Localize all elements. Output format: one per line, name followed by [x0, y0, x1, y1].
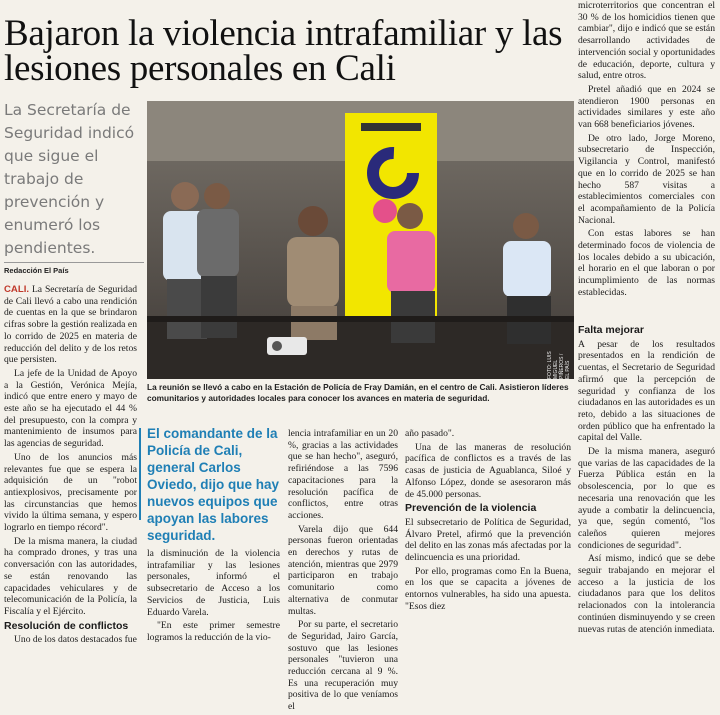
paragraph: "En este primer semestre logramos la reducción de la vio-	[147, 620, 280, 643]
pull-quote-bar	[139, 428, 141, 520]
byline: Redacción El País	[4, 262, 144, 275]
event-photo	[147, 101, 574, 379]
paragraph: Pretel añadió que en 2024 se atendieron 1900 personas en actividades similares y este año van 668 beneficiarios jóvenes.	[578, 83, 715, 131]
paragraph: A pesar de los resultados presentados en la rendición de cuentas, el Secretario de Seguridad afirmó que la percepción de seguridad y confianza de los ciudadanos en las autoridades es un reto, debido a las situaciones de orden público que ha enfrentado la capital del Valle.	[578, 338, 715, 444]
photo-caption: La reunión se llevó a cabo en la Estación de Policía de Fray Damián, en el centro de Cali. Asistieron líderes comunitarios y autoridades locales para conocer los avances en materia de seguridad.	[147, 382, 569, 403]
article-column-4-bottom	[405, 428, 571, 615]
paragraph: año pasado".	[405, 428, 455, 439]
paragraph: De la misma manera, aseguró que varias de las capacidades de la Fuerza Pública están en la obsolescencia, por lo que es necesaria una renovación que les ayude a combatir la delincuencia, ya que, según comentó, "los caleños quieren mejores condiciones de seguridad".	[578, 446, 715, 551]
paragraph: Uno de los datos destacados fue	[14, 634, 137, 646]
photo-illustration	[147, 101, 574, 379]
pull-quote: El comandante de la Policía de Cali, general Carlos Oviedo, dijo que hay nuevos equipos que apoyan las labores seguridad.	[147, 426, 280, 543]
paragraph: lencia intrafamiliar en un 20 %, gracias a las actividades que se han hecho", aseguró, refiriéndose a las 7596 capacitaciones para la resolución pacífica de conflictos, entre otras acciones.	[288, 428, 398, 521]
article-column-5	[578, 322, 715, 637]
subheading: Prevención de la violencia	[405, 502, 537, 515]
paragraph: Una de las maneras de resolución pacífica de conflictos es a través de las casas de justicia de Aguablanca, Siloé y Alfonso López, donde se asesoraron más de 45.000 personas.	[405, 441, 571, 500]
paragraph: De la misma manera, la ciudad ha comprado drones, y tras una conversación con las autoridades, se están renovando las capacidades vehiculares y de telecomunicación de la Policía, la Fiscalía y el Ejército.	[4, 535, 137, 617]
subheading: Falta mejorar	[578, 324, 644, 336]
paragraph: Por su parte, el secretario de Seguridad, Jairo García, sostuvo que las lesiones personales "tuvieron una reducción cercana al 9 %. Es una recuperación muy positiva de lo que veníamos el	[288, 619, 398, 713]
article-column-4-top	[578, 0, 715, 301]
photo-credit: FOTO: LUIS MIGUEL PIÑEROS / EL PAÍS	[547, 351, 571, 379]
paragraph: Por ello, programas como En la Buena, en los que se capacita a jóvenes de entornos vulnerables, ha sido una apuesta. "Esos diez	[405, 565, 571, 612]
dateline: CALI.	[4, 284, 30, 295]
dek-summary: La Secretaría de Seguridad indicó que sigue el trabajo de prevención y enumeró los pendientes.	[4, 101, 135, 257]
paragraph: Así mismo, indicó que se debe seguir trabajando en mejorar el acceso a la justicia de los ciudadanos para que los delitos relacionados con la intolerancia continúen disminuyendo y se creen nuevas rutas de atención inmediata.	[578, 553, 715, 635]
paragraph: La jefe de la Unidad de Apoyo a la Gestión, Verónica Mejía, indicó que entre enero y mayo de este año se ha ejecutado el 44 % del presupuesto, con la compra y mantenimiento de insumos para las agencias de seguridad.	[4, 367, 137, 450]
paragraph: De otro lado, Jorge Moreno, subsecretario de Inspección, Vigilancia y Control, manifestó que en lo corrido de 2025 se han hecho 587 visitas a establecimientos comerciales con el acompañamiento de la Policía Nacional.	[578, 132, 715, 226]
paragraph: microterritorios que concentran el 30 % de los homicidios tienen que cambiar", dijo e indicó que se están desarrollando actividades de intervención social y oportunidades de educación, deporte, cultura y salud, entre otros.	[578, 0, 715, 82]
paragraph: Uno de los anuncios más relevantes fue que se espera la adquisición de un "robot antiexplosivos, precisamente por las circunstancias que hemos vivido la última semana, y espero lograrlo en tiempo récord".	[4, 451, 137, 534]
paragraph: la disminución de la violencia intrafamiliar y las lesiones personales, informó el subsecretario de Acceso a los Servicios de Justicia, Luis Eduardo Varela.	[147, 548, 280, 618]
paragraph: Varela dijo que 644 personas fueron orientadas en derechos y rutas de atención, mientras que 2979 participaron en trabajo comunitario como alternativa de conmutar multas.	[288, 523, 398, 617]
headline: Bajaron la violencia intrafamiliar y las lesiones personales en Cali	[4, 13, 563, 89]
article-column-1	[4, 284, 137, 648]
paragraph: Con estas labores se han determinado focos de violencia de los locales debido a su ubicación, el horario en el que laboran o por incumplimiento de las normas establecidas.	[578, 228, 715, 298]
article-column-2	[147, 548, 280, 646]
article-column-3	[288, 428, 398, 715]
paragraph: La Secretaría de Seguridad de Cali llevó a cabo una rendición de cuentas en la que se brindaron cifras sobre la gestión realizada en lo corrido de 2025 en materia de reducción del delito y de los retos que persisten.	[4, 284, 137, 366]
subheading: Resolución de conflictos	[4, 619, 129, 632]
paragraph: El subsecretario de Política de Seguridad, Álvaro Pretel, afirmó que la prevención del delito en las zonas más afectadas por la delincuencia es una prioridad.	[405, 516, 571, 564]
